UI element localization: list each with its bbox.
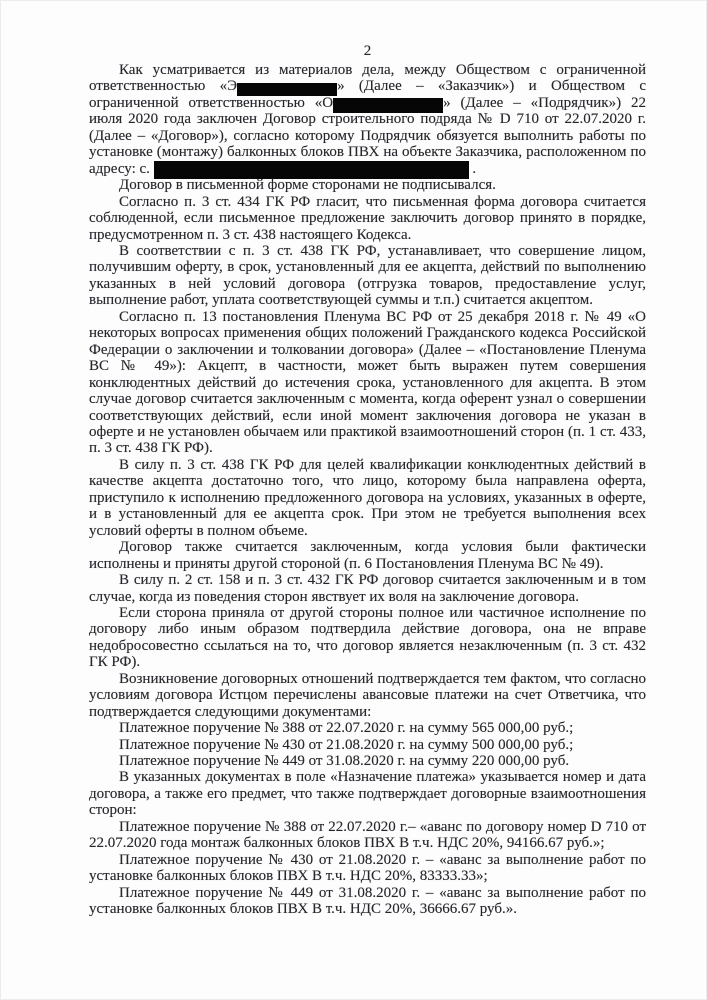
text-run: Платежное поручение № 449 от 31.08.2020 г. – «аванс за выполнение работ по установке балконных блоков ПВХ В т.ч. НДС 20%, 36666.67 руб.».: [89, 884, 646, 918]
paragraph: [89, 457, 646, 539]
paragraph: [89, 671, 646, 720]
paragraph: [89, 62, 646, 177]
text-run: В силу п. 2 ст. 158 и п. 3 ст. 432 ГК РФ договор считается заключенным и в том случае, когда из поведения сторон явствует их воля на заключение договора.: [89, 572, 646, 605]
text-run: » (Далее – «Подрядчик») 22 июля 2020 года заключен Договор строительного подряда № D 710 от 22.07.2020 г. (Далее – «Договор»), согласно которому Подрядчик обязуется выполнить работы по установке (монтажу) балконных блоков ПВХ на объекте Заказчика, расположенном по адресу: с.: [89, 94, 646, 177]
text-run: .: [468, 160, 477, 177]
text-run: Согласно п. 13 постановления Пленума ВС РФ от 25 декабря 2018 г. № 49 «О некоторых вопросах применения общих положений Гражданского кодекса Российской Федерации о заключении и толковании договора» (Далее – «Постановление Пленума ВС № 49»): Акцепт, в частности, может быть выражен путем совершения конклюдентных действий до истечения срока, установленного для акцепта. В этом случае договор считается заключенным с момента, когда оферент узнал о совершении соответствующих действий, если иной момент заключения договора не указан в оферте и не установлен обычаем или практикой взаимоотношений сторон (п. 1 ст. 433, п. 3 ст. 438 ГК РФ).: [89, 308, 646, 457]
paragraph: [89, 194, 646, 243]
text-run: В силу п. 3 ст. 438 ГК РФ для целей квалификации конклюдентных действий в качестве акцепта достаточно того, что лицо, которому была направлена оферта, приступило к исполнению предложенного договора на условиях, указанных в оферте, и в установленный для ее акцепта срок. При этом не требуется выполнения всех условий оферты в полном объеме.: [89, 456, 646, 539]
paragraph: [89, 605, 646, 671]
text-run: В соответствии с п. 3 ст. 438 ГК РФ, устанавливает, что совершение лицом, получившим оферту, в срок, установленный для ее акцепта, действий по выполнению указанных в ней условий договора (отгрузка товаров, предоставление услуг, выполнение работ, уплата соответствующей суммы и т.п.) считается акцептом.: [89, 242, 646, 309]
text-run: Платежное поручение № 449 от 31.08.2020 г. на сумму 220 000,00 руб.: [119, 753, 570, 770]
paragraph: [89, 720, 646, 736]
paragraph: [89, 852, 646, 885]
paragraph: [89, 819, 646, 852]
paragraph: [89, 737, 646, 753]
page-number: 2: [363, 43, 372, 59]
paragraph: [89, 177, 646, 193]
paragraph: [89, 753, 646, 769]
paragraph: [89, 769, 646, 818]
text-run: Платежное поручение № 388 от 22.07.2020 г.– «аванс по договору номер D 710 от 22.07.2020 года монтаж балконных блоков ПВХ В т.ч. НДС 20%, 94166.67 руб.»;: [89, 818, 646, 852]
paragraph: [89, 572, 646, 605]
redaction-box: [154, 161, 469, 179]
text-run: Договор в письменной форме сторонами не подписывался.: [119, 177, 496, 194]
paragraph: [89, 885, 646, 918]
text-run: Согласно п. 3 ст. 434 ГК РФ гласит, что письменная форма договора считается соблюденной, если письменное предложение заключить договор принято в порядке, предусмотренном п. 3 ст. 438 настоящего Кодекса.: [89, 193, 646, 243]
text-run: В указанных документах в поле «Назначение платежа» указывается номер и дата договора, а также его предмет, что также подтверждает договорные взаимоотношения сторон:: [89, 769, 646, 819]
text-run: Договор также считается заключенным, когда условия были фактически исполнены и приняты другой стороной (п. 6 Постановления Пленума ВС № 49).: [89, 539, 646, 572]
document-text-body: [89, 62, 646, 918]
text-run: Платежное поручение № 388 от 22.07.2020 г. на сумму 565 000,00 руб.;: [119, 720, 574, 737]
text-run: Как усматривается из материалов дела, между Обществом с ограниченной ответственностью «Э: [89, 62, 646, 95]
paragraph: [89, 309, 646, 457]
paragraph: [89, 539, 646, 572]
text-run: Если сторона приняла от другой стороны полное или частичное исполнение по договору либо иным образом подтвердила действие договора, она не вправе недобросовестно ссылаться на то, что договор является незаключенным (п. 3 ст. 432 ГК РФ).: [89, 604, 646, 671]
text-run: » (Далее – «Заказчик») и Обществом с ограниченной ответственностью «О: [89, 78, 646, 111]
text-run: Платежное поручение № 430 от 21.08.2020 г. – «аванс за выполнение работ по установке балконных блоков ПВХ В т.ч. НДС 20%, 83333.33»;: [89, 851, 646, 885]
text-run: Платежное поручение № 430 от 21.08.2020 г. на сумму 500 000,00 руб.;: [119, 736, 574, 753]
paragraph: [89, 243, 646, 309]
text-run: Возникновение договорных отношений подтверждается тем фактом, что согласно условиям договора Истцом перечислены авансовые платежи на счет Ответчика, что подтверждается следующими документами:: [89, 670, 646, 720]
